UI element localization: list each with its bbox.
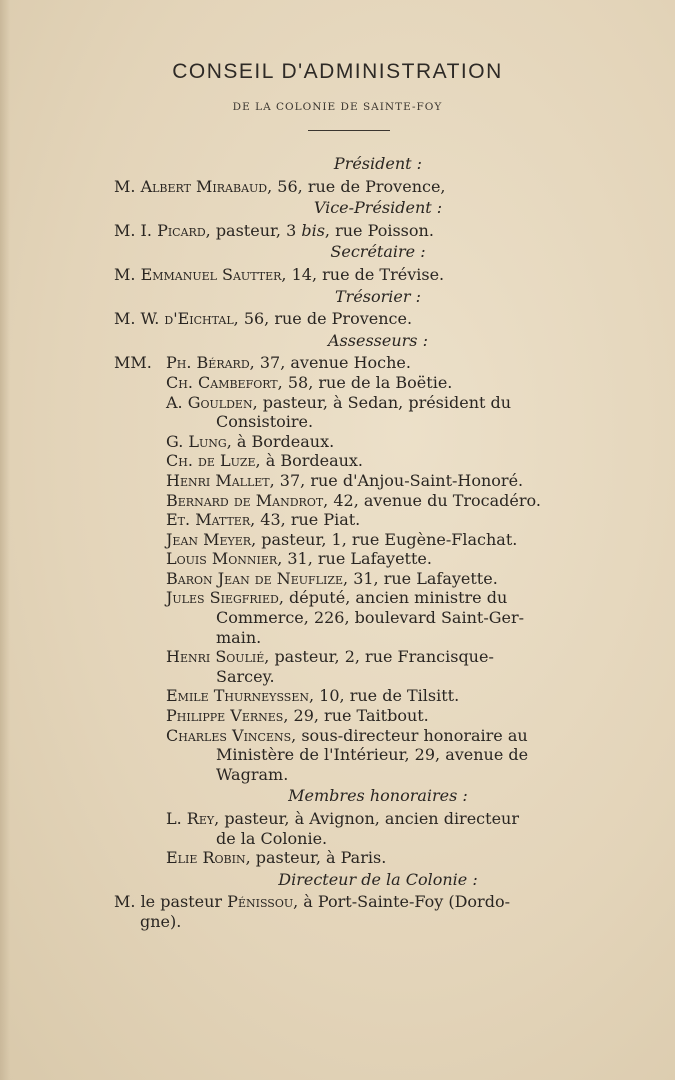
tresorier-name: d'Eichtal <box>164 309 234 329</box>
member-name: Louis Monnier <box>166 549 278 569</box>
honoraires-block <box>114 809 598 868</box>
member-entry: Elie Robin, pasteur, à Paris. <box>166 848 387 868</box>
member-name: Bernard de Mandrot <box>166 490 324 510</box>
member-name: A. Goulden <box>166 392 253 412</box>
member-name: Jean Meyer <box>166 529 252 549</box>
honoraires-heading: Membres honoraires : <box>288 786 468 806</box>
member-entry: Ch. Cambefort, 58, rue de la Boëtie. <box>166 372 453 392</box>
title-divider <box>308 130 390 131</box>
vice-president-heading: Vice-Président : <box>313 198 443 218</box>
president-name: Albert Mirabaud <box>140 176 268 196</box>
secretaire-entry: M. Emmanuel Sautter, 14, rue de Trévise. <box>114 264 445 284</box>
member-name: Henri Mallet <box>166 470 270 490</box>
member-name: L. Rey <box>166 809 215 828</box>
honoraires-list <box>166 809 598 868</box>
member-name: Et. Matter <box>166 510 251 530</box>
president-entry: M. Albert Mirabaud, 56, rue de Provence, <box>114 176 446 196</box>
member-name: Elie Robin <box>166 848 246 868</box>
member-entry: Jules Siegfried, député, ancien ministre du Commerce, 226, boulevard Saint-Ger- main. <box>166 588 525 647</box>
page-edge-shadow <box>0 0 10 1080</box>
member-name: Ch. de Luze <box>166 451 256 471</box>
member-name: Philippe Vernes <box>166 706 284 726</box>
member-entry: G. Lung, à Bordeaux. <box>166 431 335 451</box>
member-entry: Ph. Bérard, 37, avenue Hoche. <box>166 353 411 373</box>
directeur-name: Pénissou <box>227 892 294 912</box>
tresorier-entry: M. W. d'Eichtal, 56, rue de Provence. <box>114 309 413 329</box>
directeur-entry: M. le pasteur Pénissou, à Port-Sainte-Foy (Dordo- gne). <box>114 892 510 931</box>
member-entry: Ch. de Luze, à Bordeaux. <box>166 451 364 471</box>
directeur-heading: Directeur de la Colonie : <box>278 869 478 889</box>
member-name: Jules Siegfried <box>166 588 279 608</box>
council-list <box>114 152 598 932</box>
member-entry: A. Goulden, pasteur, à Sedan, président du Consistoire. <box>166 392 512 432</box>
member-name: Henri Soulié <box>166 647 265 667</box>
member-name: Baron Jean de Neuflize <box>166 568 344 588</box>
tresorier-heading: Trésorier : <box>335 286 421 306</box>
member-entry: Et. Matter, 43, rue Piat. <box>166 510 361 530</box>
vice-president-entry: M. I. Picard, pasteur, 3 bis, rue Poisson. <box>114 220 434 240</box>
member-name: G. Lung <box>166 431 227 451</box>
member-entry: Bernard de Mandrot, 42, avenue du Trocadéro. <box>166 490 541 510</box>
member-name: Ch. Cambefort <box>166 372 278 392</box>
document-title: CONSEIL D'ADMINISTRATION <box>172 60 503 83</box>
president-heading: Président : <box>333 154 423 173</box>
member-name: Charles Vincens <box>166 725 292 745</box>
document-subtitle: DE LA COLONIE DE SAINTE-FOY <box>232 101 443 113</box>
member-entry: Charles Vincens, sous-directeur honoraire au Ministère de l'Intérieur, 29, avenue de Wagram. <box>166 725 529 784</box>
member-entry: Jean Meyer, pasteur, 1, rue Eugène-Flachat. <box>166 529 518 549</box>
secretaire-heading: Secrétaire : <box>330 242 426 262</box>
member-entry: Baron Jean de Neuflize, 31, rue Lafayette. <box>166 568 498 588</box>
assesseurs-heading: Assesseurs : <box>328 330 428 350</box>
secretaire-name: Emmanuel Sautter <box>140 264 282 284</box>
member-entry: Philippe Vernes, 29, rue Taitbout. <box>166 706 429 726</box>
assesseurs-list <box>166 353 598 784</box>
member-entry: L. Rey, pasteur, à Avignon, ancien directeur de la Colonie. <box>166 809 519 848</box>
member-entry: Henri Soulié, pasteur, 2, rue Francisque- Sarcey. <box>166 647 494 686</box>
member-entry: Emile Thurneyssen, 10, rue de Tilsitt. <box>166 686 460 706</box>
member-entry: Louis Monnier, 31, rue Lafayette. <box>166 549 432 569</box>
assesseurs-prefix: MM. <box>114 353 152 373</box>
vice-president-name: Picard <box>157 220 206 240</box>
member-name: Ph. Bérard <box>166 353 250 373</box>
assesseurs-block <box>114 353 598 784</box>
member-entry: Henri Mallet, 37, rue d'Anjou-Saint-Honoré. <box>166 470 524 490</box>
member-name: Emile Thurneyssen <box>166 686 309 706</box>
